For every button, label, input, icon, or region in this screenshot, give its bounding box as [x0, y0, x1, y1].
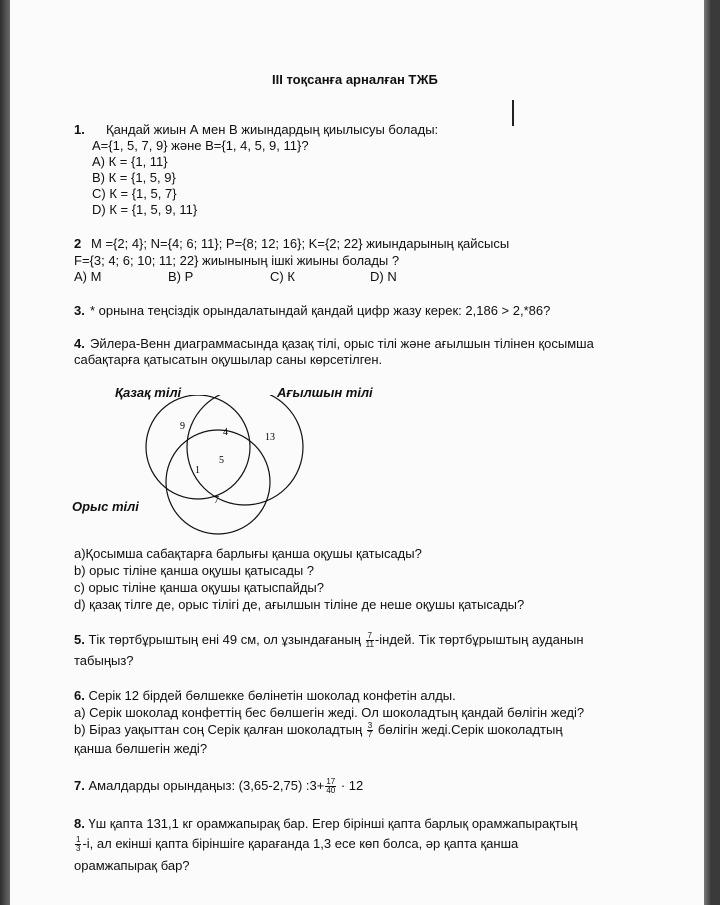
q7-text-after: · 12 [340, 778, 364, 793]
venn-label-russian: Орыс тілі [72, 499, 139, 514]
page-edge-shadow [704, 0, 712, 905]
q8-fraction [75, 836, 81, 853]
q5-frac-num: 7 [367, 631, 372, 641]
venn-value-kazakh-english: 4 [223, 427, 228, 438]
q5-line1 [74, 632, 584, 649]
q6-sub-b [74, 722, 563, 739]
venn-circle-russian [166, 430, 270, 534]
q2-option-b: В) Р [168, 269, 194, 284]
q7-frac-num: 17 [326, 777, 336, 787]
venn-value-all-three: 5 [219, 455, 224, 466]
q1-number: 1. [74, 122, 85, 137]
q2-option-d: D) N [370, 269, 397, 284]
q8-line1 [74, 816, 577, 832]
q5-fraction [366, 632, 374, 649]
venn-value-kazakh-only: 9 [180, 421, 185, 432]
q6-b-after: бөлігін жеді.Серік шоколадтың [377, 722, 563, 737]
q8-text-line2: -і, ал екінші қапта біріншіге қарағанда 1,3 есе көп болса, әр қапта қанша [82, 836, 519, 851]
q7-frac-den: 40 [326, 786, 336, 796]
q6-sub-a: а) Серік шоколад конфеттің бес бөлшегін жеді. Ол шоколадтың қандай бөлігін жеді? [74, 705, 585, 720]
venn-value-kazakh-russian: 1 [195, 465, 200, 476]
venn-label-kazakh: Қазақ тілі [115, 385, 182, 400]
q1-option-c: С) К = {1, 5, 7} [92, 186, 177, 201]
q2-option-a: А) М [74, 269, 102, 284]
text-cursor [512, 100, 514, 126]
q3-text: * орнына теңсіздік орындалатындай қандай цифр жазу керек: 2,186 > 2,*86? [90, 303, 551, 318]
q6-frac-den: 7 [367, 730, 373, 740]
venn-value-russian-only: 7 [214, 495, 219, 506]
worksheet-page [10, 0, 712, 905]
q6-line1 [74, 688, 456, 704]
q8-line2 [74, 836, 518, 853]
q3-number: 3. [74, 303, 85, 318]
q2-line1: M ={2; 4}; N={4; 6; 11}; P={8; 12; 16}; K={2; 22} жиындарының қайсысы [91, 236, 510, 251]
q5-text-after: -індей. Тік төртбұрыштың ауданын [374, 632, 584, 647]
q1-option-b: В) К = {1, 5, 9} [92, 170, 176, 185]
q4-number: 4. [74, 336, 85, 351]
q6-fraction [367, 722, 373, 739]
q5-text-before: Тік төртбұрыштың ені 49 см, ол ұзындағаның [88, 632, 361, 647]
q2-line2: F={3; 4; 6; 10; 11; 22} жиынының ішкі жиыны болады ? [74, 253, 400, 268]
q8-number: 8. [74, 816, 85, 831]
q5-line2: табыңыз? [74, 653, 134, 668]
q5-frac-den: 11 [365, 640, 374, 650]
q6-text: Серік 12 бірдей бөлшекке бөлінетін шоколад конфетін алды. [88, 688, 456, 703]
q1-option-d: D) К = {1, 5, 9, 11} [92, 202, 198, 217]
q4-line2: сабақтарға қатысатын оқушылар саны көрсетілген. [74, 352, 383, 367]
q4-sub-b: b) орыс тіліне қанша оқушы қатысады ? [74, 563, 315, 578]
venn-value-english-only: 13 [265, 432, 275, 443]
q1-text: Қандай жиын А мен В жиындардың қиылысуы болады: [106, 122, 439, 137]
q4-sub-c: c) орыс тіліне қанша оқушы қатыспайды? [74, 580, 324, 595]
q7-text-before: Амалдарды орындаңыз: (3,65-2,75) :3+ [88, 778, 325, 793]
q2-option-c: С) К [270, 269, 295, 284]
q6-number: 6. [74, 688, 85, 703]
venn-circle-english [187, 395, 303, 505]
q4-sub-d: d) қазақ тілге де, орыс тілігі де, ағылшын тіліне де неше оқушы қатысады? [74, 597, 525, 612]
q1-sets: A={1, 5, 7, 9} және B={1, 4, 5, 9, 11}? [92, 138, 309, 153]
q8-text-line1: Үш қапта 131,1 кг орамжапырақ бар. Егер бірінші қапта барлық орамжапырақтың [88, 816, 578, 831]
q8-frac-den: 3 [76, 844, 81, 854]
page-title: III тоқсанға арналған ТЖБ [272, 72, 438, 87]
q2-number: 2 [74, 236, 82, 251]
page-edge-left [0, 0, 10, 905]
q7-number: 7. [74, 778, 85, 793]
venn-label-english: Ағылшын тілі [277, 385, 373, 400]
q5-number: 5. [74, 632, 85, 647]
q8-frac-num: 1 [76, 835, 81, 845]
venn-diagram [130, 395, 330, 540]
q4-sub-a: а)Қосымша сабақтарға барлығы қанша оқушы қатысады? [74, 546, 422, 561]
q7-fraction [325, 778, 336, 795]
q8-line3: орамжапырақ бар? [74, 858, 190, 873]
q7-line [74, 778, 363, 795]
q1-option-a: А) К = {1, 11} [92, 154, 168, 169]
q4-line1: Эйлера-Венн диаграммасында қазақ тілі, орыс тілі және ағылшын тілінен қосымша [90, 336, 594, 351]
q6-b-before: b) Біраз уақыттан соң Серік қалған шоколадтың [74, 722, 363, 737]
q6-b-line2: қанша бөлшегін жеді? [74, 741, 208, 756]
venn-circle-kazakh [146, 395, 250, 499]
q6-frac-num: 3 [367, 721, 373, 731]
